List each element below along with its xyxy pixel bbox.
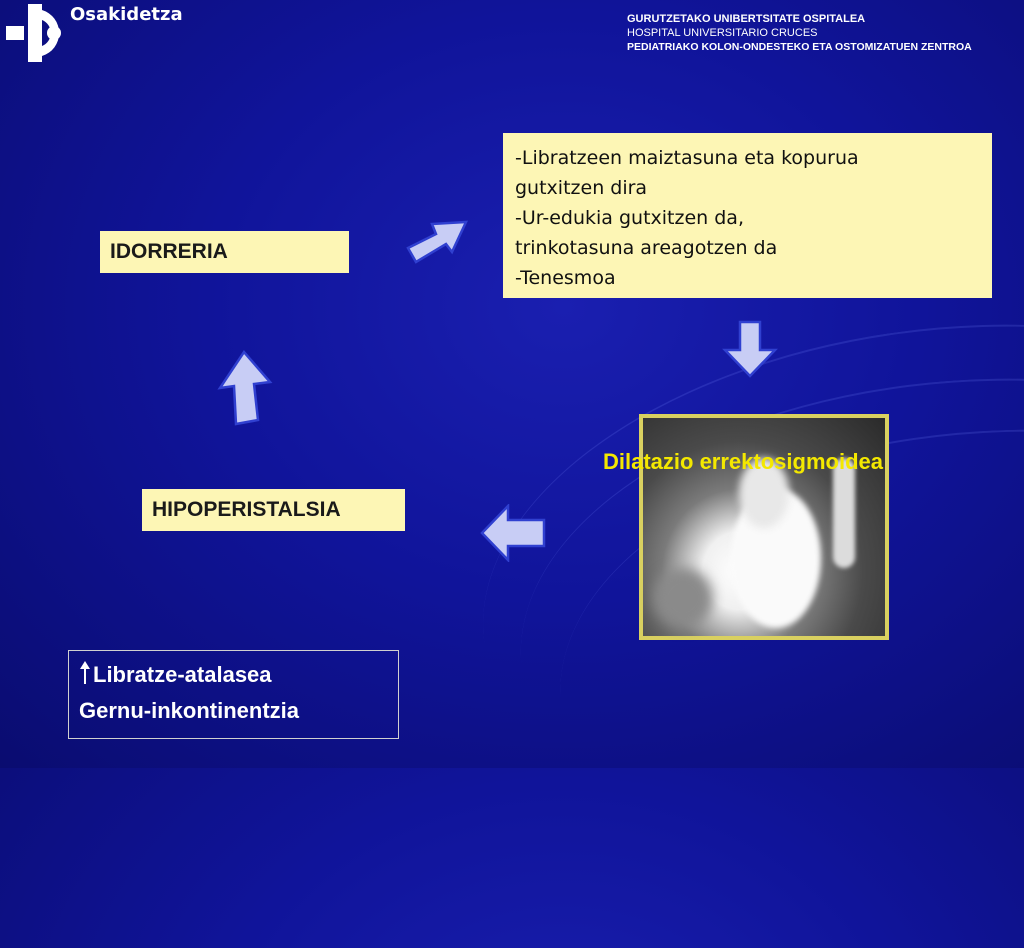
node-hipoperistalsia: HIPOPERISTALSIA [142,489,405,531]
effect-line: -Ur-edukia gutxitzen da, [515,207,744,229]
arrow-up-icon [214,348,274,428]
effect-line: gutxitzen dira [515,177,648,199]
brand-name: Osakidetza [70,4,183,25]
arrow-left-icon [478,504,546,562]
hospital-line-basque: GURUTZETAKO UNIBERTSITATE OSPITALEA [627,13,866,25]
osakidetza-logo-icon [6,4,64,62]
consequence-threshold-label: Libratze-atalasea [93,662,272,687]
effects-box [503,133,992,298]
up-arrow-icon [79,661,91,685]
hospital-header [627,12,972,54]
effect-line: trinkotasuna areagotzen da [515,237,778,259]
hospital-department: PEDIATRIAKO KOLON-ONDESTEKO ETA OSTOMIZATUEN ZENTROA [627,41,972,53]
hospital-line-spanish: HOSPITAL UNIVERSITARIO CRUCES [627,27,818,39]
effect-line: -Libratzeen maiztasuna eta kopurua [515,147,859,169]
node-idorreria: IDORRERIA [100,231,349,273]
arrow-down-icon [720,320,780,378]
consequence-incontinence: Gernu-inkontinentzia [79,698,299,723]
xray-image [639,414,889,640]
consequences-box [68,650,399,739]
arrow-up-right-icon [402,212,470,270]
effect-line: -Tenesmoa [515,267,616,289]
consequence-threshold [79,657,388,693]
node-dilatazio: Dilatazio errektosigmoidea [603,449,883,474]
